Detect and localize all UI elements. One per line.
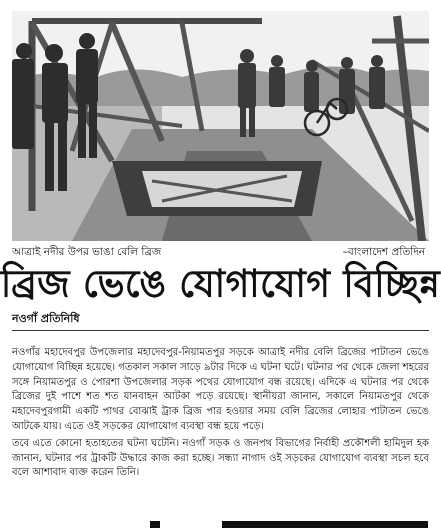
next-article-edge <box>0 519 441 528</box>
dark-banner-edge <box>222 521 428 528</box>
bridge-photo-icon <box>12 11 429 241</box>
paragraph-1: নওগাঁর মহাদেবপুর উপজেলার মহাদেবপুর-নিয়ামতপুর সড়কে আত্রাই নদীর বেলি ব্রিজের পাটাতন ভেঙে যোগাযোগ বিচ্ছিন্ন হয়েছে। গতকাল সকাল সাড়ে ৯টার দিকে এ ঘটনা ঘটে। ঘটনার পর থেকে জেলা শহরের সঙ্গে নিয়ামতপুর ও পোরশা উপজেলার সড়ক পথের যোগাযোগ বন্ধ রয়েছে। এদিকে এ ঘটনার পর থেকে ব্রিজের দুই পাশে শত শত যানবাহন আটকা পড়ে রয়েছে। স্থানীয়রা জানান, সকালে নিয়ামতপুর থেকে মহাদেবপুরগামী একটি পাথর বোঝাই ট্রাক ব্রিজ পার হওয়ার সময় বেলি ব্রিজের লোহার পাটাতন ভেঙে আটকে যায়। এতে ওই সড়কের যোগাযোগ ব্যবস্থা বন্ধ হয়ে পড়ে। <box>12 347 429 432</box>
paragraph-2: তবে এতে কোনো হতাহতের ঘটনা ঘটেনি। নওগাঁ সড়ক ও জনপথ বিভাগের নির্বাহী প্রকৌশলী হামিদুল হক জানান, ঘটনার পর ট্রাকটি উদ্ধারে কাজ করা হচ্ছে। সন্ধ্যা নাগাদ ওই সড়কের যোগাযোগ ব্যবস্থা সচল হবে বলে আশাবাদ ব্যক্ত করেন তিনি। <box>12 437 429 479</box>
divider <box>12 330 429 331</box>
bridge-photo <box>12 11 429 241</box>
photo-caption <box>12 245 429 259</box>
headline: ব্রিজ ভেঙে যোগাযোগ বিচ্ছিন্ন <box>0 262 441 306</box>
edge-mark <box>150 521 160 528</box>
byline: নওগাঁ প্রতিনিধি <box>12 312 80 325</box>
article-body <box>12 346 429 483</box>
caption-text: আত্রাই নদীর উপর ভাঙা বেলি ব্রিজ <box>12 246 162 258</box>
photo-credit: –বাংলাদেশ প্রতিদিন <box>342 246 425 258</box>
